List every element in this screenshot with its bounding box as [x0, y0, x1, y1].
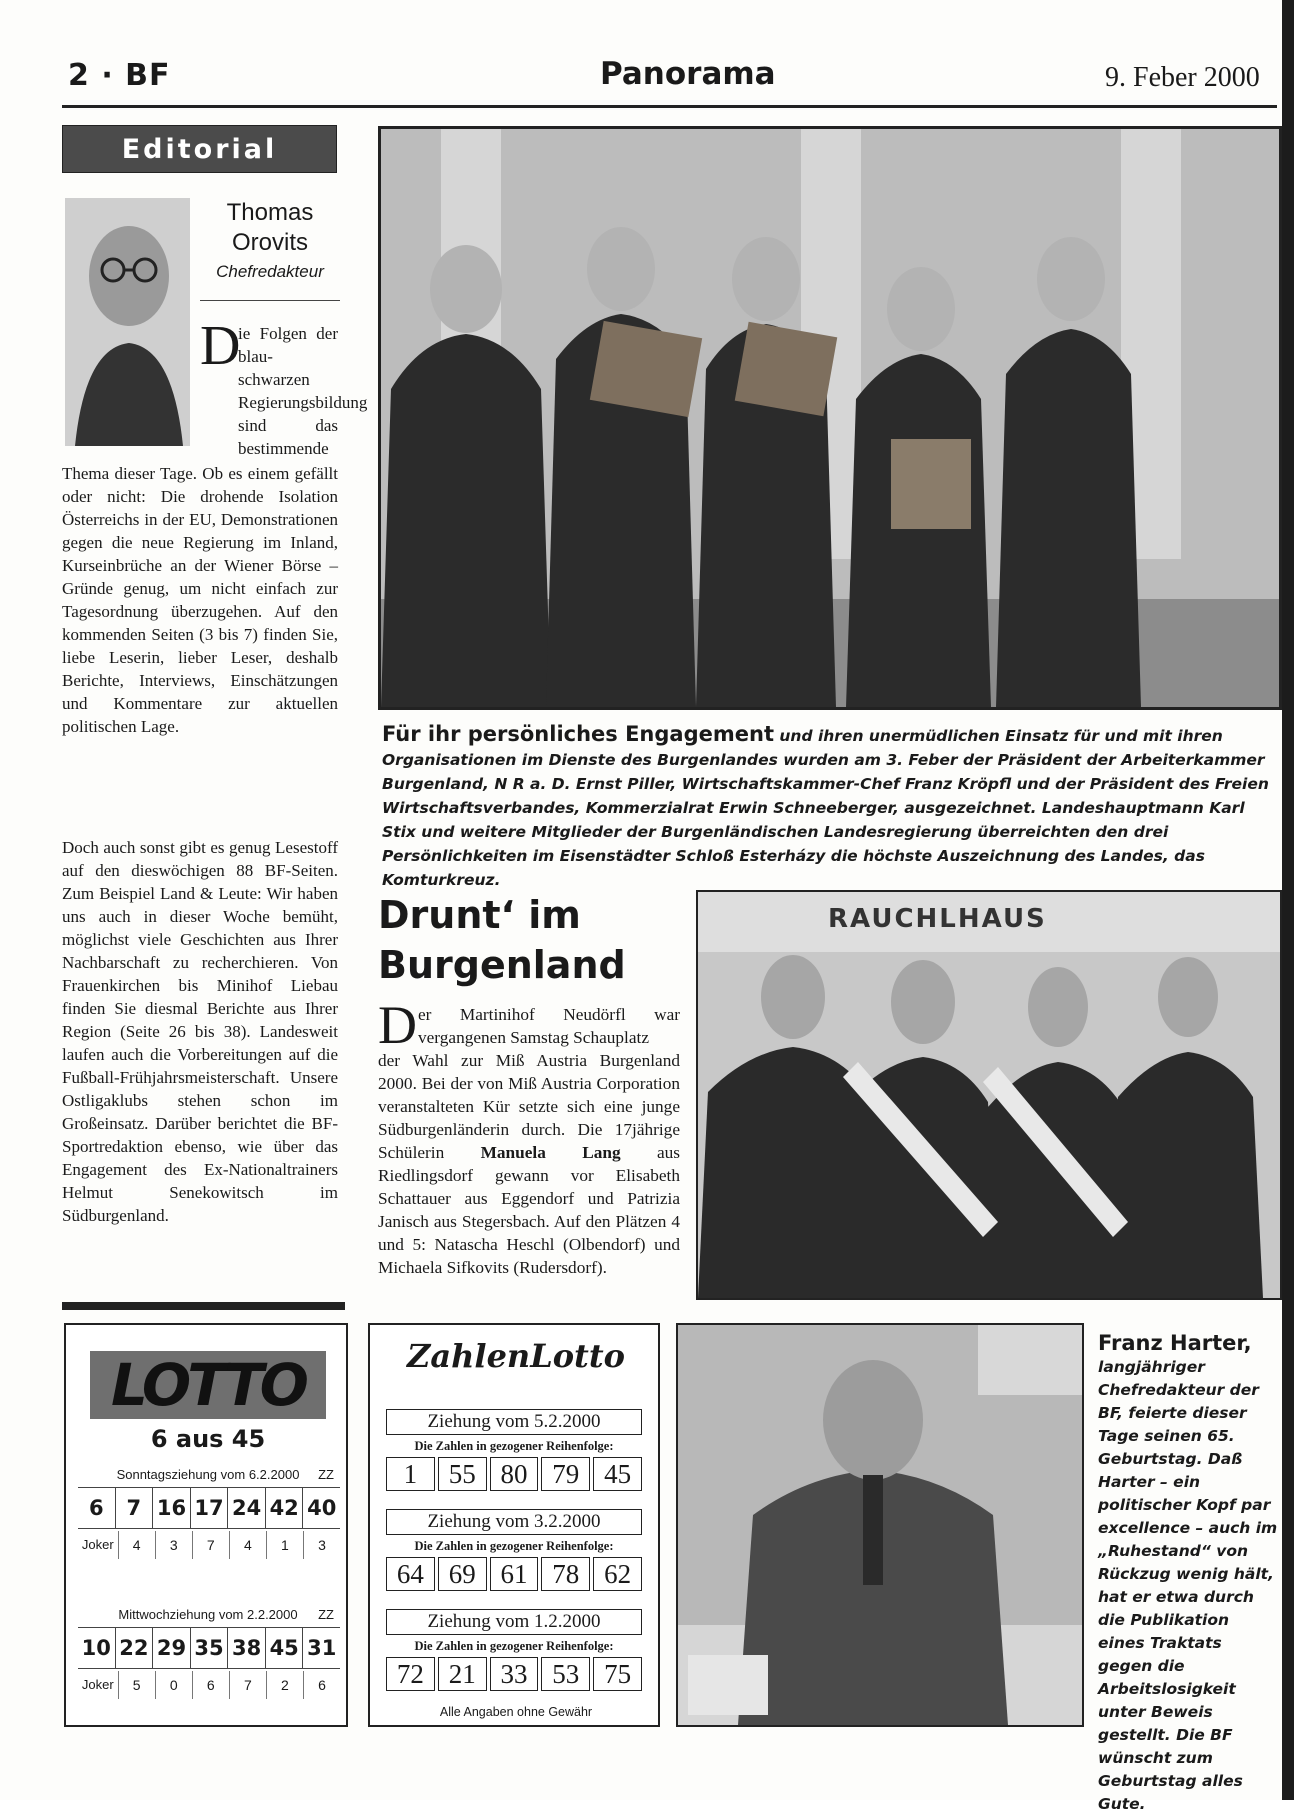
editorial-paragraph: Thema dieser Tage. Ob es einem gefällt oder nicht: Die drohende Isolation Österreichs in der EU, Demonstrationen gegen die neue Regierung im Inland, Kurseinbrüche an der Wiener Börse – Gründe genug, um nicht einfach zur Tagesordnung überzugehen. Auf den kommenden Seiten (3 bis 7) finden Sie, liebe Leserin, lieber Leser, deshalb Berichte, Interviews, Einschätzungen und Kommentare zur aktuellen politischen Lage. — [62, 464, 338, 736]
zahlenlotto-results-box — [368, 1323, 660, 1727]
joker-row: Joker 4 3 7 4 1 3 — [78, 1531, 340, 1559]
award-ceremony-photo — [378, 126, 1282, 710]
page-label: 2 · BF — [68, 58, 171, 93]
miss-burgenland-photo — [696, 890, 1282, 1300]
sequence-label: Die Zahlen in gezogener Reihenfolge: — [414, 1439, 614, 1453]
lotto-format: 6 aus 45 — [150, 1425, 266, 1453]
editorial-banner: Editorial — [62, 125, 337, 173]
sequence-label: Die Zahlen in gezogener Reihenfolge: — [414, 1539, 614, 1553]
lotto-results-box — [64, 1323, 348, 1727]
header-rule — [62, 105, 1277, 108]
zahlenlotto-number-row: 72 21 33 53 75 — [386, 1657, 642, 1691]
zahlenlotto-logo: ZahlenLotto — [407, 1337, 625, 1375]
scan-edge — [1282, 0, 1294, 1800]
article-lead: er Martinihof Neudörfl war vergangenen Samstag Schauplatz — [418, 1005, 680, 1047]
editorial-paragraph: Doch auch sonst gibt es genug Lesestoff auf den dieswöchigen 88 BF-Seiten. Zum Beispiel Land & Leute: Wir haben uns auch in dieser Woche bemüht, möglichst viele Geschichten aus Ihrer Nachbarschaft zu recherchieren. Von Frauenkirchen bis Minihof Liebau finden Sie diesmal Berichte aus Ihrer Region (Seite 26 bis 38). Landesweit laufen auch die Vorbereitungen auf die Fußball-Frühjahrsmeisterschaft. Unsere Ostligaklubs stehen schon im Großeinsatz. Darüber berichtet die BF-Sportredaktion ebenso, wie über das Engagement des Ex-Nationaltrainers Helmut Senekowitsch im Südburgenland. — [62, 838, 338, 1225]
zahlenlotto-number-row: 1 55 80 79 45 — [386, 1457, 642, 1491]
author-role: Chefredakteur — [216, 262, 324, 281]
draw-heading: Mittwochziehung vom 2.2.2000 ZZ — [118, 1607, 334, 1622]
draw-date: Ziehung vom 1.2.2000 — [386, 1609, 642, 1635]
author-name: Thomas Orovits — [226, 199, 314, 256]
editorial-end-rule — [62, 1302, 345, 1310]
editorial-lead: ie Folgen der blau-schwarzen Regierungsbildung sind das bestimmende — [238, 324, 368, 458]
author-photo — [65, 198, 190, 446]
harter-caption: Franz Harter, langjähriger Chefredakteur der BF, feierte dieser Tage seinen 65. Geburtstag. Daß Harter – ein politischer Kopf par excellence – auch im „Ruhestand“ von Rückzug wenig hält, hat er etwa durch die Publikation eines Traktats gegen die Arbeitslosigkeit unter Beweis gestellt. Die BF wünscht zum Geburtstag alles Gute. — [1098, 1331, 1278, 1813]
lotto-number-row: 10 22 29 35 38 45 31 — [78, 1627, 340, 1669]
draw-date: Ziehung vom 5.2.2000 — [386, 1409, 642, 1435]
draw-date: Ziehung vom 3.2.2000 — [386, 1509, 642, 1535]
award-photo-caption: Für ihr persönliches Engagement und ihren unermüdlichen Einsatz für und mit ihren Organisationen im Dienste des Burgenlandes wurden am 3. Feber der Präsident der Arbeiterkammer Burgenland, N R a. D. Ernst Piller, Wirtschaftskammer-Chef Franz Kröpfl und der Präsident des Freien Wirtschaftsverbandes, Kommerzialrat Erwin Schneeberger, ausgezeichnet. Landeshauptmann Karl Stix und weitere Mitglieder der Burgenländischen Landesregierung überreichten den drei Persönlichkeiten im Eisenstädter Schloß Esterházy die höchste Auszeichnung des Landes, das Komturkreuz. — [382, 722, 1269, 889]
sequence-label: Die Zahlen in gezogener Reihenfolge: — [414, 1639, 614, 1653]
editorial-dropcap: D — [200, 315, 241, 377]
author-divider — [200, 300, 340, 301]
article-body: der Wahl zur Miß Austria Burgenland 2000. Bei der von Miß Austria Corporation veranstalteten Kür setzte sich eine junge Südburgenländerin durch. Die 17jährige Schülerin Manuela Lang aus Riedlingsdorf gewann vor Elisabeth Schattauer aus Eggendorf und Patrizia Janisch aus Stegersbach. Auf den Plätzen 4 und 5: Natascha Heschl (Olbendorf) und Michaela Sifkovits (Rudersdorf). — [378, 1051, 680, 1277]
article-dropcap: D — [378, 995, 417, 1055]
zahlenlotto-number-row: 64 69 61 78 62 — [386, 1557, 642, 1591]
section-title: Panorama — [600, 56, 776, 92]
franz-harter-photo — [676, 1323, 1084, 1727]
article-headline: Drunt‘ im Burgenland — [378, 893, 626, 987]
venue-sign: RAUCHLHAUS — [828, 904, 1047, 934]
joker-row: Joker 5 0 6 7 2 6 — [78, 1671, 340, 1699]
disclaimer: Alle Angaben ohne Gewähr — [439, 1705, 593, 1719]
draw-heading: Sonntagsziehung vom 6.2.2000 ZZ — [116, 1467, 334, 1482]
winner-name: Manuela Lang — [480, 1143, 621, 1162]
lotto-number-row: 6 7 16 17 24 42 40 — [78, 1487, 340, 1529]
lotto-logo: LOTTO — [90, 1351, 326, 1419]
issue-date: 9. Feber 2000 — [1105, 62, 1260, 93]
